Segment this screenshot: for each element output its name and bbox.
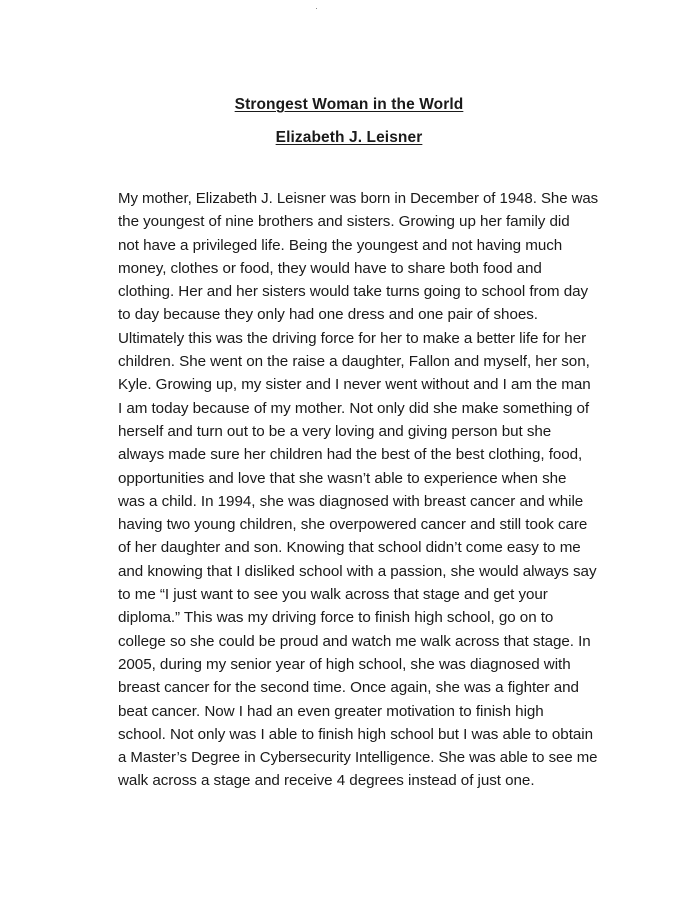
- document-title: Strongest Woman in the World: [234, 96, 464, 113]
- body-line: and knowing that I disliked school with a passion, she would always say: [118, 562, 597, 580]
- body-line: clothing. Her and her sisters would take turns going to school from day: [118, 283, 589, 301]
- document-author: Elizabeth J. Leisner: [275, 129, 423, 146]
- body-line: the youngest of nine brothers and sisters. Growing up her family did: [118, 213, 570, 231]
- body-line: walk across a stage and receive 4 degrees instead of just one.: [118, 772, 535, 790]
- body-line: to day because they only had one dress and one pair of shoes.: [118, 306, 538, 324]
- body-line: Kyle. Growing up, my sister and I never went without and I am the man: [118, 376, 591, 394]
- body-line: to me “I just want to see you walk across that stage and get your: [118, 586, 548, 604]
- body-line: My mother, Elizabeth J. Leisner was born in December of 1948. She was: [118, 190, 599, 207]
- scan-speck: [316, 8, 317, 9]
- body-line: of her daughter and son. Knowing that school didn’t come easy to me: [118, 539, 581, 557]
- body-line: not have a privileged life. Being the youngest and not having much: [118, 236, 563, 254]
- body-line: herself and turn out to be a very loving and giving person but she: [118, 422, 552, 440]
- body-line: breast cancer for the second time. Once again, she was a fighter and: [118, 679, 579, 697]
- body-line: 2005, during my senior year of high school, she was diagnosed with: [118, 655, 571, 673]
- body-line: a Master’s Degree in Cybersecurity Intelligence. She was able to see me: [118, 749, 598, 767]
- body-line: diploma.” This was my driving force to finish high school, go on to: [118, 609, 554, 627]
- body-line: was a child. In 1994, she was diagnosed with breast cancer and while: [118, 492, 584, 510]
- body-line: college so she could be proud and watch me walk across that stage. In: [118, 632, 591, 650]
- body-line: children. She went on the raise a daughter, Fallon and myself, her son,: [118, 353, 590, 371]
- body-paragraph: [118, 187, 598, 793]
- body-line: opportunities and love that she wasn’t able to experience when she: [118, 469, 567, 487]
- body-line: school. Not only was I able to finish high school but I was able to obtain: [118, 725, 593, 743]
- body-line: always made sure her children had the best of the best clothing, food,: [118, 446, 583, 464]
- body-line: money, clothes or food, they would have to share both food and: [118, 259, 542, 277]
- body-line: beat cancer. Now I had an even greater motivation to finish high: [118, 702, 544, 720]
- body-line: having two young children, she overpowered cancer and still took care: [118, 516, 588, 534]
- body-line: Ultimately this was the driving force for her to make a better life for her: [118, 329, 587, 347]
- body-line: I am today because of my mother. Not only did she make something of: [118, 399, 590, 417]
